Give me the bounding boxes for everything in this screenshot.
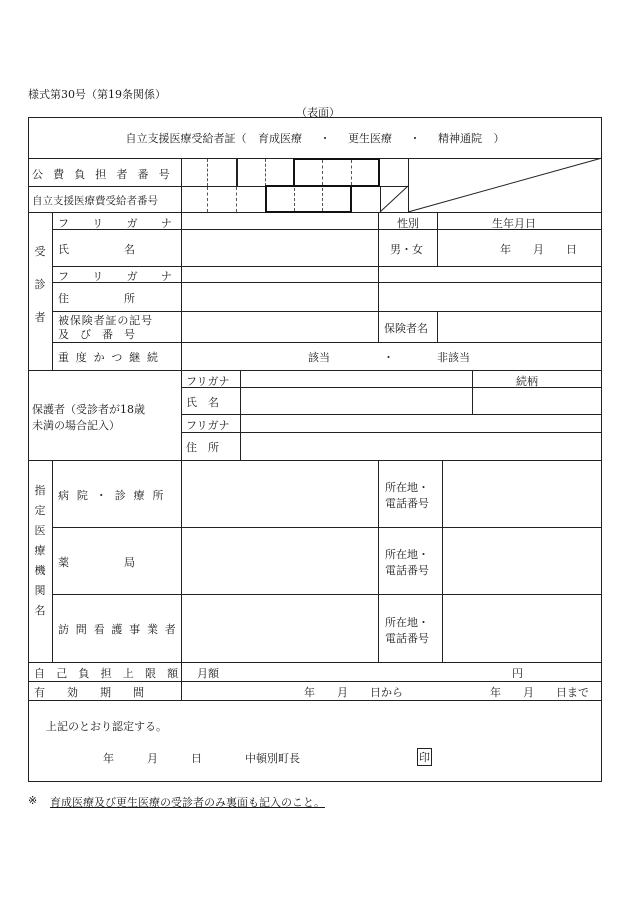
line [52,342,602,343]
line [28,370,602,371]
guardian-label-1: 保護者（受診者が18歳 [32,403,145,416]
form-number: 様式第30号（第19条関係） [28,88,166,101]
certification-issuer: 中頓別町長 [245,752,300,765]
digit-divider [351,160,352,185]
digit-divider [207,159,208,186]
title-main: 自立支援医療受給者証（ [125,132,247,145]
line [408,158,409,212]
title-dot: ・ [319,132,331,145]
severity-label: 重 度 か つ 継 続 [58,351,160,364]
birthdate-label: 生年月日 [492,217,536,230]
seal-mark: 印 [417,748,432,766]
line [52,594,602,595]
line [442,460,443,662]
title-dot: ・ [409,132,421,145]
recipient-number-label: 自立支援医療費受給者番号 [32,195,158,207]
line [181,414,602,415]
line [378,212,379,342]
nurse-location-label-1: 所在地・ [385,616,429,629]
payer-number-label: 公 費 負 担 者 番 号 [32,168,173,181]
limit-yen: 円 [512,667,523,680]
patient-address-label: 住 所 [58,292,135,305]
line [240,370,241,460]
title-close: ） [493,132,505,145]
title-option-seishin: 精神通院 [438,132,482,145]
patient-furigana2-label: フ リ ガ ナ [58,270,182,283]
line [378,460,379,662]
severity-yes: 該当 [308,351,330,364]
line [28,681,602,682]
line [28,460,602,461]
digit-divider [207,187,208,212]
line [52,527,602,528]
insurance-label-1: 被保険者証の記号 [58,314,154,327]
hospital-label: 病 院 ・ 診 療 所 [58,489,166,502]
recipient-digit-box [265,185,352,213]
insurance-label-2: 及 び 番 号 [58,328,135,341]
pharmacy-location-label-1: 所在地・ [385,548,429,561]
footnote-text: 育成医療及び更生医療の受診者のみ裏面も記入のこと。 [50,796,325,809]
line [472,370,473,414]
validity-label: 有 効 期 間 [34,686,144,699]
limit-monthly: 月額 [197,667,219,680]
gender-label: 性別 [397,217,419,230]
digit-divider [380,187,381,212]
certification-statement: 上記のとおり認定する。 [46,720,167,733]
title-option-ikusei: 育成医療 [258,132,302,145]
digit-divider [265,159,266,186]
line [181,432,602,433]
digit-divider [322,188,323,211]
line [52,460,53,662]
visiting-nurse-label: 訪 問 看 護 事 業 者 [58,623,178,636]
digit-divider [236,187,237,212]
institution-group-label: 指 定 医 療 機 関 名 [34,484,46,617]
nurse-location-label-2: 電話番号 [385,632,429,645]
form-title [0,130,630,146]
line [437,212,438,267]
guardian-furigana2-label: フリガナ [186,419,230,432]
digit-divider [322,160,323,185]
patient-name-label: 氏 名 [58,243,135,256]
digit-divider [236,159,238,186]
validity-to: 年 月 日まで [490,686,589,699]
line [181,387,602,388]
footnote-mark: ※ [28,794,38,807]
digit-divider [294,188,295,211]
line [52,266,602,267]
guardian-relation-label: 続柄 [516,375,538,388]
validity-from: 年 月 日から [304,686,403,699]
birthdate-value: 年 月 日 [500,243,577,256]
line [437,311,438,342]
severity-no: 非該当 [437,351,470,364]
hospital-location-label-2: 電話番号 [385,497,429,510]
guardian-furigana-label: フリガナ [186,375,230,388]
hospital-location-label-1: 所在地・ [385,481,429,494]
pharmacy-label: 薬 局 [58,556,135,569]
line [52,212,53,370]
title-option-kousei: 更生医療 [348,132,392,145]
guardian-label-2: 未満の場合記入） [32,419,120,432]
guardian-address-label: 住 所 [186,441,219,454]
guardian-name-label: 氏 名 [186,396,219,409]
line [28,662,602,663]
line [28,700,602,701]
check-digit-box [293,158,380,187]
limit-label: 自 己 負 担 上 限 額 [34,667,183,680]
patient-furigana-label: フ リ ガ ナ [58,217,182,230]
line [181,158,182,700]
patient-group-label: 受 診 者 [34,245,46,324]
insurer-name-label: 保険者名 [384,322,428,335]
certification-date: 年 月 日 [103,752,202,765]
gender-value: 男・女 [390,243,423,256]
severity-dot: ・ [383,351,394,364]
side-label: （表面） [296,106,340,119]
pharmacy-location-label-2: 電話番号 [385,564,429,577]
